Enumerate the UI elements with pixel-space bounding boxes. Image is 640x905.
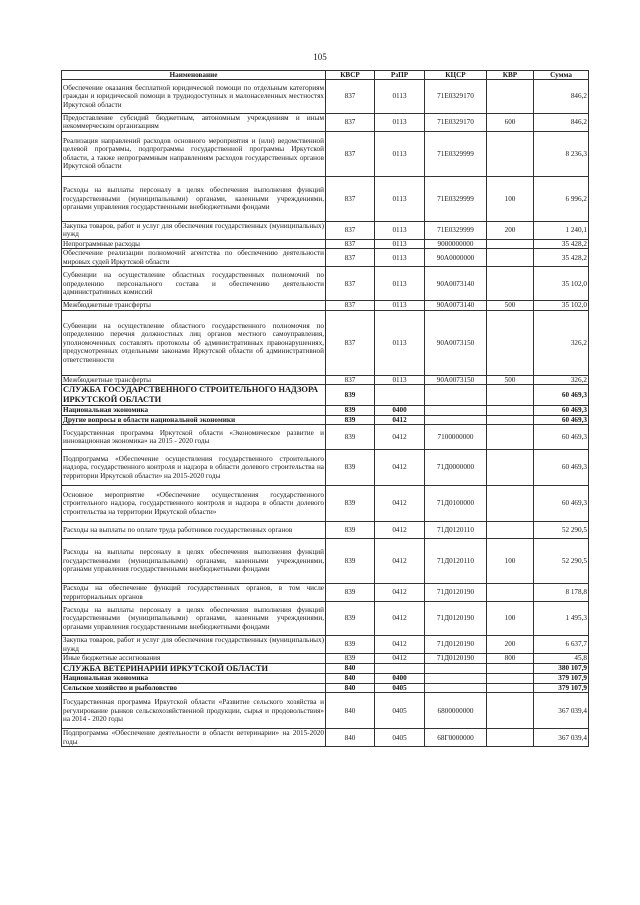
cell-sum: 380 107,9 [534,663,589,674]
cell-kcsr [425,406,487,415]
cell-name: Национальная экономика [62,406,326,415]
cell-name: Расходы на выплаты по оплате труда работников государственных органов [62,522,326,539]
cell-kvr: 100 [487,176,534,221]
cell-kvsr: 837 [326,249,375,267]
header-sum: Сумма [534,71,589,80]
cell-kvr [487,249,534,267]
table-row [62,522,589,539]
cell-kvsr: 837 [326,301,375,310]
page-number: 105 [313,52,327,62]
cell-sum: 35 428,2 [534,249,589,267]
cell-name: Предоставление субсидий бюджетным, автономным учреждениям и иным некоммерческим организациям [63,114,324,131]
header-name: Наименование [62,71,326,80]
cell-rzpr: 0400 [375,406,425,415]
cell-name: Межбюджетные трансферты [62,375,326,384]
cell-kcsr: 71Д0120190 [425,654,487,663]
cell-kcsr: 71Е0329170 [425,80,487,114]
cell-sum: 8 178,8 [534,584,589,602]
cell-kvr [487,674,534,683]
cell-kvsr: 839 [326,522,375,539]
table-row [62,176,589,221]
cell-kcsr: 71Д0120110 [425,522,487,539]
cell-kvsr: 839 [326,415,375,424]
table-row [62,729,589,747]
cell-rzpr: 0412 [375,425,425,450]
cell-kcsr: 71Е0329999 [425,131,487,176]
cell-kcsr: 71Е0329999 [425,176,487,221]
cell-name: Обеспечение реализации полномочий агентства по обеспечению деятельности мировых судей Иркутской области [63,249,324,266]
cell-kvsr: 839 [326,385,375,406]
cell-kvr [487,131,534,176]
cell-rzpr [375,663,425,674]
cell-kcsr [425,674,487,683]
table-row [62,221,589,239]
cell-name: Закупка товаров, работ и услуг для обеспечения государственных (муниципальных) нужд [63,636,324,653]
cell-sum: 52 290,5 [534,539,589,584]
cell-kvr: 600 [487,114,534,132]
cell-kvr [487,729,534,747]
cell-kcsr [425,385,487,406]
cell-rzpr: 0412 [375,636,425,654]
cell-name: Подпрограмма «Обеспечение деятельности в области ветеринарии» на 2015-2020 годы [63,729,324,746]
table-row [62,267,589,301]
cell-sum: 60 469,3 [534,406,589,415]
cell-sum: 367 039,4 [534,729,589,747]
cell-kvsr: 840 [326,674,375,683]
table-row [62,636,589,654]
cell-rzpr: 0113 [375,80,425,114]
cell-name: Государственная программа Иркутской области «Развитие сельского хозяйства и регулирование рынков сельскохозяйственной продукции, сырья и продовольствия» на 2014 - 2020 годы [62,693,326,729]
header-kvsr: КВСР [326,71,375,80]
cell-rzpr: 0412 [375,584,425,602]
cell-sum: 60 469,3 [534,415,589,424]
cell-sum: 1 240,1 [534,221,589,239]
cell-kvr: 100 [487,602,534,636]
cell-kvr [487,683,534,692]
cell-kvsr: 839 [326,584,375,602]
cell-name: Сельское хозяйство и рыболовство [62,683,326,692]
cell-rzpr: 0412 [375,522,425,539]
cell-name: Национальная экономика [62,674,326,683]
table-row [62,654,589,663]
header-kvr: КВР [487,71,534,80]
cell-rzpr: 0405 [375,683,425,692]
cell-rzpr: 0400 [375,674,425,683]
cell-rzpr: 0113 [375,239,425,248]
cell-kcsr: 6800000000 [425,693,487,729]
table-row [62,539,589,584]
cell-name: Иные бюджетные ассигнования [62,654,326,663]
cell-name: Расходы на обеспечение функций государственных органов, в том числе территориальных органов [63,584,324,601]
table-row [62,249,589,267]
cell-kvr [487,406,534,415]
table-row [62,375,589,384]
cell-kvsr: 837 [326,267,375,301]
table-row [62,310,589,375]
cell-name: Непрограммные расходы [62,239,326,248]
table-row [62,584,589,602]
cell-kcsr [425,415,487,424]
cell-kvr [487,522,534,539]
table-header-row [62,71,589,80]
cell-rzpr: 0113 [375,310,425,375]
cell-kvsr: 839 [326,450,375,486]
cell-name: Подпрограмма «Обеспечение осуществления государственного строительного надзора, государственного контроля и надзора в области долевого строительства на территории Иркутской области» на 2015-2020 годы [62,450,326,486]
cell-kcsr: 68Г0000000 [425,729,487,747]
cell-sum: 35 428,2 [534,239,589,248]
cell-kvr [487,450,534,486]
cell-sum: 35 102,0 [534,267,589,301]
table-row [62,425,589,450]
table-row [62,486,589,522]
cell-kcsr: 71Д0100000 [425,486,487,522]
cell-kvsr: 837 [326,176,375,221]
table-row [62,450,589,486]
cell-kcsr: 71Д0000000 [425,450,487,486]
table-row [62,301,589,310]
cell-sum: 52 290,5 [534,522,589,539]
budget-table [61,70,589,747]
cell-name: Межбюджетные трансферты [62,301,326,310]
cell-kcsr: 90А0073140 [425,301,487,310]
header-kcsr: КЦСР [425,71,487,80]
cell-kvsr: 840 [326,729,375,747]
cell-kvsr: 840 [326,693,375,729]
cell-kvsr: 837 [326,310,375,375]
cell-rzpr: 0113 [375,301,425,310]
table-row [62,385,589,406]
cell-sum: 367 039,4 [534,693,589,729]
cell-name: Обеспечение оказания бесплатной юридической помощи по отдельным категориям граждан и юридической помощи в труднодоступных и малонаселенных местностях Иркутской области [62,80,326,114]
cell-kvr [487,310,534,375]
cell-name: Расходы на выплаты персоналу в целях обеспечения выполнения функций государственными (муниципальными) органами, казенными учреждениями, органами управления государственными внебюджетными фондами [62,176,326,221]
cell-rzpr: 0405 [375,729,425,747]
cell-rzpr: 0412 [375,486,425,522]
cell-name: Государственная программа Иркутской области «Экономическое развитие и инновационная экономика» на 2015 - 2020 годы [62,425,326,450]
cell-kvr [487,584,534,602]
cell-kcsr: 71Д0120190 [425,636,487,654]
cell-rzpr: 0113 [375,249,425,267]
cell-kcsr [425,663,487,674]
cell-kvsr: 837 [326,114,375,132]
cell-rzpr: 0113 [375,375,425,384]
cell-sum: 6 996,2 [534,176,589,221]
cell-rzpr: 0113 [375,176,425,221]
cell-kcsr: 90А0073140 [425,267,487,301]
table-row [62,683,589,692]
cell-sum: 326,2 [534,310,589,375]
cell-kvsr: 839 [326,602,375,636]
cell-kvsr: 840 [326,663,375,674]
cell-rzpr: 0412 [375,415,425,424]
cell-name: СЛУЖБА ГОСУДАРСТВЕННОГО СТРОИТЕЛЬНОГО НАДЗОРА ИРКУТСКОЙ ОБЛАСТИ [62,385,326,406]
cell-kcsr [425,683,487,692]
cell-sum: 60 469,3 [534,486,589,522]
table-row [62,406,589,415]
table-row [62,131,589,176]
table-row [62,239,589,248]
cell-kvsr: 839 [326,425,375,450]
cell-kcsr: 90А0073150 [425,375,487,384]
table-row [62,674,589,683]
cell-sum: 326,2 [534,375,589,384]
cell-name: Субвенции на осуществление областного государственного полномочия по определению перечня должностных лиц органов местного самоуправления, уполномоченных составлять протоколы об административных правонарушениях, предусмотренных отдельными законами Иркутской области об административной ответственности [62,310,326,375]
cell-kcsr: 71Д0120190 [425,602,487,636]
cell-kcsr: 71Д0120110 [425,539,487,584]
table-row [62,693,589,729]
cell-sum: 8 236,3 [534,131,589,176]
cell-kcsr: 90А0073150 [425,310,487,375]
cell-name: Расходы на выплаты персоналу в целях обеспечения выполнения функций государственными (муниципальными) органами, казенными учреждениями, органами управления государственными внебюджетными фондами [62,539,326,584]
cell-kvr: 200 [487,221,534,239]
cell-name: СЛУЖБА ВЕТЕРИНАРИИ ИРКУТСКОЙ ОБЛАСТИ [62,663,326,674]
cell-kvr [487,486,534,522]
cell-kvr [487,385,534,406]
table-row [62,415,589,424]
cell-sum: 60 469,3 [534,385,589,406]
cell-kcsr: 9000000000 [425,239,487,248]
cell-sum: 846,2 [534,114,589,132]
cell-sum: 45,8 [534,654,589,663]
cell-kvsr: 837 [326,131,375,176]
cell-rzpr: 0113 [375,267,425,301]
cell-kcsr: 90А0000000 [425,249,487,267]
cell-kvsr: 839 [326,486,375,522]
cell-kvr: 100 [487,539,534,584]
cell-sum: 60 469,3 [534,450,589,486]
cell-kvsr: 839 [326,539,375,584]
cell-sum: 1 495,3 [534,602,589,636]
cell-kvr [487,693,534,729]
cell-sum: 379 107,9 [534,674,589,683]
table-row [62,114,589,132]
cell-kvr [487,267,534,301]
cell-name: Основное мероприятие «Обеспечение осуществления государственного строительного надзора, государственного контроля и надзора в области долевого строительства на территории Иркутской области» [62,486,326,522]
cell-kvsr: 837 [326,239,375,248]
cell-kcsr: 71Е0329999 [425,221,487,239]
cell-kcsr: 71Е0329170 [425,114,487,132]
cell-rzpr: 0113 [375,114,425,132]
cell-kvr [487,239,534,248]
cell-kvsr: 837 [326,80,375,114]
cell-kvsr: 837 [326,221,375,239]
cell-rzpr: 0412 [375,450,425,486]
cell-kvr [487,663,534,674]
cell-rzpr: 0405 [375,693,425,729]
cell-kvsr: 839 [326,654,375,663]
header-rzpr: РзПР [375,71,425,80]
cell-name: Другие вопросы в области национальной экономики [62,415,326,424]
cell-kcsr: 7100000000 [425,425,487,450]
cell-kvr: 200 [487,636,534,654]
cell-sum: 6 637,7 [534,636,589,654]
cell-kvsr: 839 [326,636,375,654]
cell-rzpr: 0412 [375,654,425,663]
cell-name: Субвенции на осуществление областных государственных полномочий по определению персонального состава и обеспечению деятельности административных комиссий [62,267,326,301]
table-row [62,80,589,114]
cell-kvr [487,425,534,450]
table-row [62,663,589,674]
cell-rzpr: 0113 [375,131,425,176]
cell-kcsr: 71Д0120190 [425,584,487,602]
cell-kvr: 500 [487,375,534,384]
cell-name: Закупка товаров, работ и услуг для обеспечения государственных (муниципальных) нужд [63,221,324,239]
cell-sum: 846,2 [534,80,589,114]
cell-rzpr: 0113 [375,221,425,239]
cell-sum: 35 102,0 [534,301,589,310]
cell-kvr: 500 [487,301,534,310]
cell-sum: 60 469,3 [534,425,589,450]
cell-kvsr: 840 [326,683,375,692]
cell-kvr [487,80,534,114]
cell-kvr: 800 [487,654,534,663]
cell-name: Реализация направлений расходов основного мероприятия и (или) ведомственной целевой программы, подпрограммы государственной программы Иркутской области, а также непрограммным направлениям расходов государственных органов Иркутской области [62,131,326,176]
cell-name: Расходы на выплаты персоналу в целях обеспечения выполнения функций государственными (муниципальными) органами, казенными учреждениями, органами управления государственными внебюджетными фондами [62,602,326,636]
cell-sum: 379 107,9 [534,683,589,692]
cell-rzpr: 0412 [375,602,425,636]
cell-kvsr: 837 [326,375,375,384]
table-row [62,602,589,636]
cell-rzpr [375,385,425,406]
cell-kvr [487,415,534,424]
cell-rzpr: 0412 [375,539,425,584]
cell-kvsr: 839 [326,406,375,415]
